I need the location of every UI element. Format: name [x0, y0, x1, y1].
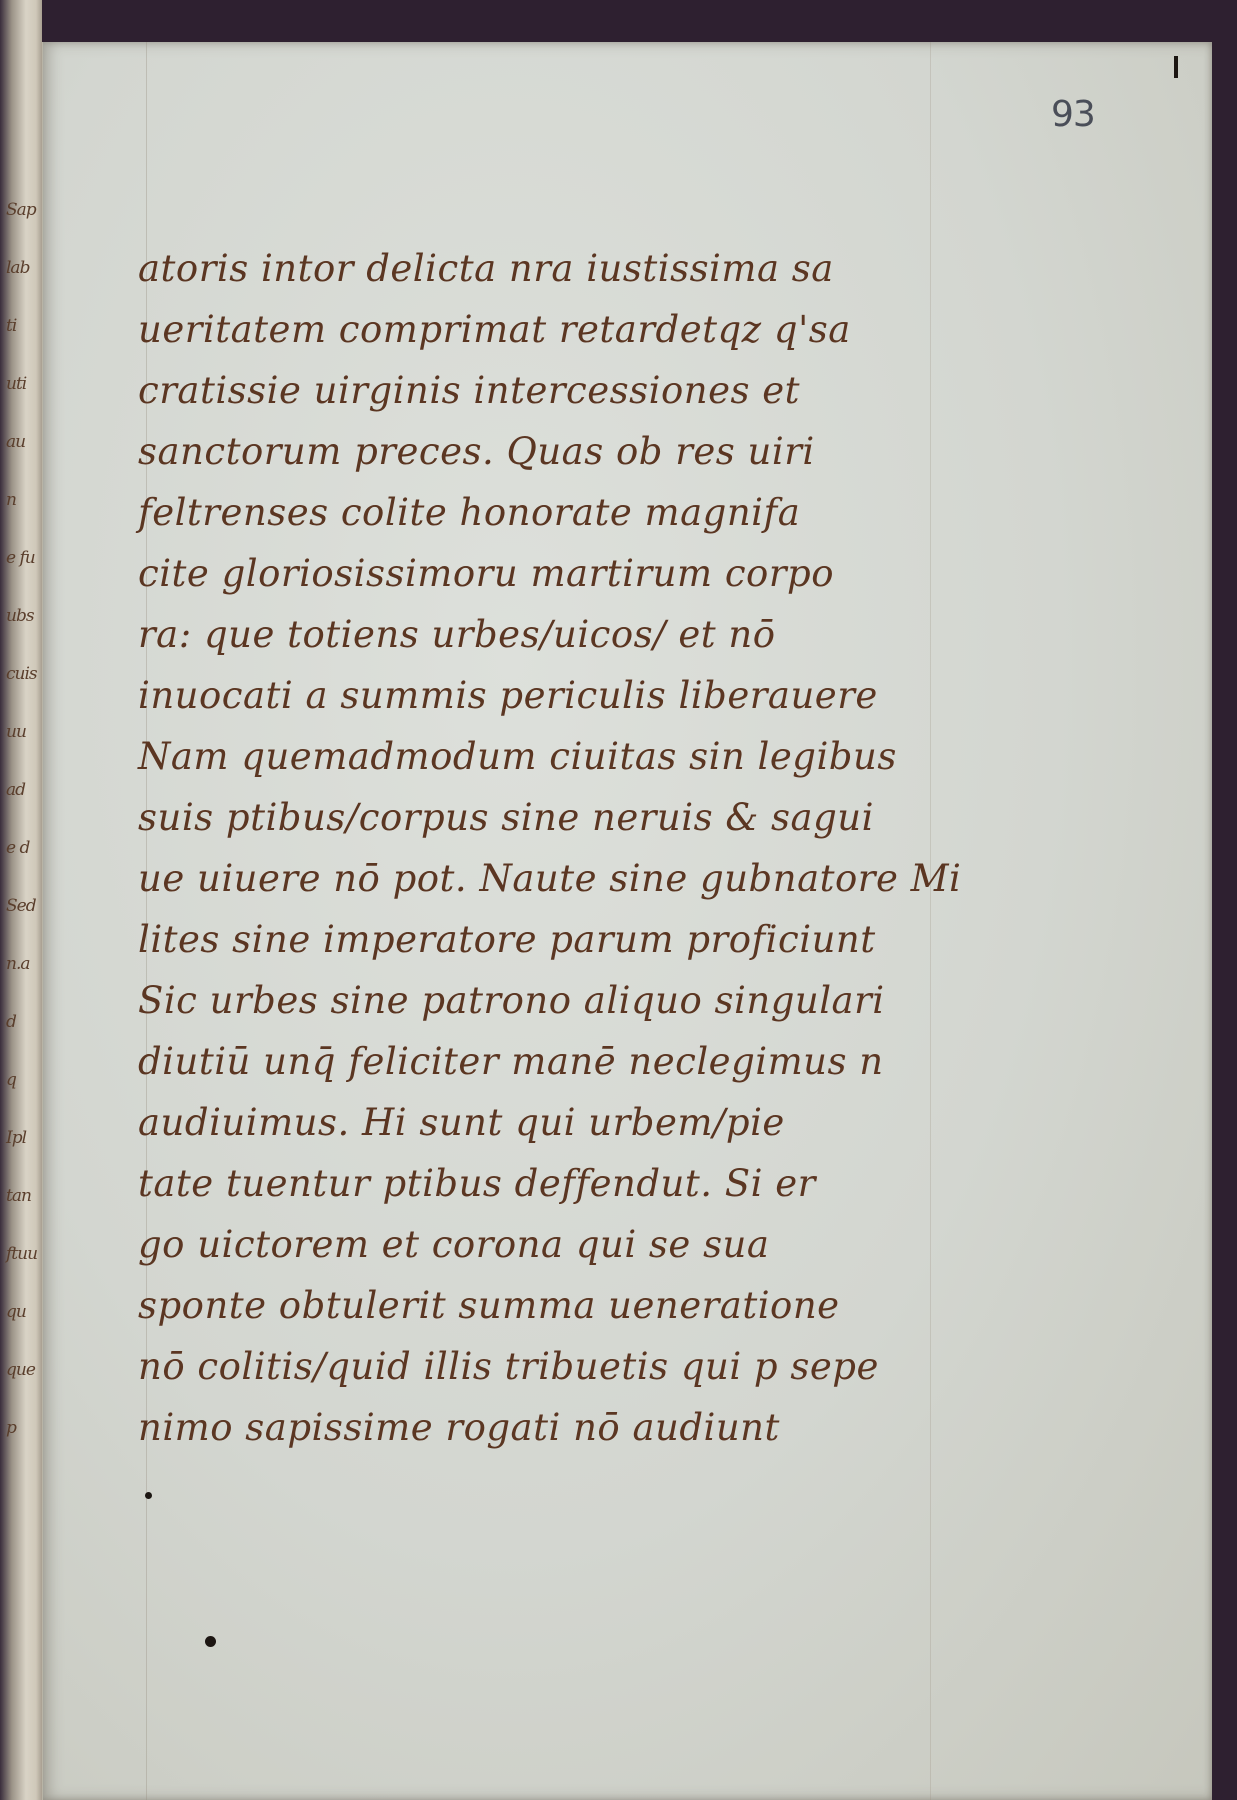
adjacent-page-fragment: e fu	[6, 548, 35, 568]
adjacent-page-fragment: ad	[6, 780, 26, 800]
folio-number: 93	[1051, 94, 1095, 135]
adjacent-page-fragment: que	[6, 1360, 35, 1380]
text-line: nō colitis/quid illis tribuetis qui p sepe	[138, 1345, 879, 1388]
adjacent-page-fragment: cuis	[6, 664, 37, 684]
manuscript-page	[42, 42, 1212, 1800]
text-line: ueritatem comprimat retardetqz q'sa	[138, 308, 851, 351]
text-line: lites sine imperatore parum proficiunt	[138, 918, 876, 961]
text-line: diutiū unq̄ feliciter manē neclegimus n	[138, 1040, 884, 1083]
text-line: Sic urbes sine patrono aliquo singulari	[138, 979, 885, 1022]
text-line: cratissie uirginis intercessiones et	[138, 369, 800, 412]
adjacent-page-fragment: uu	[6, 722, 26, 742]
adjacent-page-fragment: uti	[6, 374, 27, 394]
text-line: sponte obtulerit summa ueneratione	[138, 1284, 840, 1327]
adjacent-page-fragment: qu	[6, 1302, 26, 1322]
text-line: atoris intor delicta nra iustissima sa	[138, 247, 834, 290]
text-line: ue uiuere nō pot. Naute sine gubnatore Mi	[138, 857, 962, 900]
text-line: go uictorem et corona qui se sua	[138, 1223, 770, 1266]
text-line: inuocati a summis periculis liberauere	[138, 674, 878, 717]
adjacent-page-fragment: e d	[6, 838, 30, 858]
page-edge-mark	[1174, 56, 1178, 78]
book-spine-adjacent-page	[0, 0, 42, 1800]
adjacent-page-fragment: Sed	[6, 896, 36, 916]
ink-dot	[145, 1492, 152, 1499]
text-line: sanctorum preces. Quas ob res uiri	[138, 430, 815, 473]
adjacent-page-fragment: p	[6, 1418, 16, 1438]
text-line: feltrenses colite honorate magnifa	[138, 491, 801, 534]
text-line: ra: que totiens urbes/uicos/ et nō	[138, 613, 776, 656]
text-line: suis ptibus/corpus sine neruis & sagui	[138, 796, 874, 839]
adjacent-page-fragment: ubs	[6, 606, 34, 626]
adjacent-page-fragment: q	[6, 1070, 16, 1090]
adjacent-page-fragment: ti	[6, 316, 17, 336]
adjacent-page-fragment: tan	[6, 1186, 31, 1206]
adjacent-page-fragment: lab	[6, 258, 30, 278]
adjacent-page-fragment: n.a	[6, 954, 30, 974]
text-line: tate tuentur ptibus deffendut. Si er	[138, 1162, 816, 1205]
adjacent-page-fragment: Sap	[6, 200, 36, 220]
text-line: nimo sapissime rogati nō audiunt	[138, 1406, 780, 1449]
adjacent-page-fragment: Ipl	[6, 1128, 27, 1148]
text-line: Nam quemadmodum ciuitas sin legibus	[138, 735, 897, 778]
adjacent-page-fragment: d	[6, 1012, 16, 1032]
text-line: cite gloriosissimoru martirum corpo	[138, 552, 834, 595]
manuscript-text-block	[138, 238, 998, 1458]
text-line: audiuimus. Hi sunt qui urbem/pie	[138, 1101, 785, 1144]
adjacent-page-fragment: ftuu	[6, 1244, 38, 1264]
adjacent-page-fragment: n	[6, 490, 16, 510]
adjacent-page-fragment: au	[6, 432, 26, 452]
adjacent-page-text	[2, 200, 40, 1500]
ink-dot	[205, 1636, 216, 1647]
